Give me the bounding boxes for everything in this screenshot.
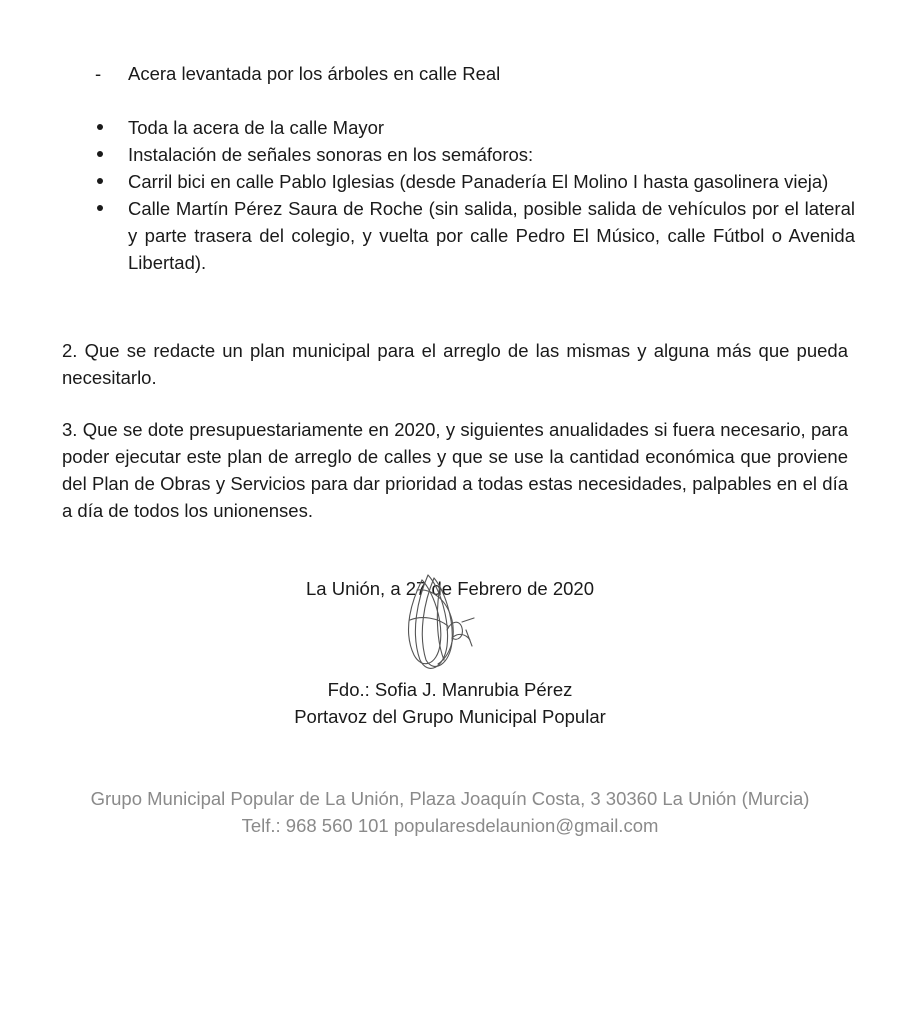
list-item [95,114,855,141]
list-item [95,141,855,168]
bullet-list [95,114,855,276]
list-item-text: Instalación de señales sonoras en los semáforos: [128,144,534,165]
list-item [95,195,855,276]
footer-contact: Telf.: 968 560 101 popularesdelaunion@gmail.com [241,815,659,836]
list-item [95,168,855,195]
date-line: La Unión, a 27 de Febrero de 2020 [306,578,594,599]
signed-by: Fdo.: Sofia J. Manrubia Pérez [327,679,573,700]
bullet-icon [97,205,103,211]
list-item-text: Carril bici en calle Pablo Iglesias (desde Panadería El Molino I hasta gasolinera vieja) [128,171,829,192]
paragraph-2: 2. Que se redacte un plan municipal para el arreglo de las mismas y alguna más que pueda necesitarlo. [62,340,848,388]
signer-role: Portavoz del Grupo Municipal Popular [294,706,606,727]
bullet-icon [97,124,103,130]
dash-marker: - [95,63,102,84]
list-item-text: Toda la acera de la calle Mayor [128,117,385,138]
paragraph-3: 3. Que se dote presupuestariamente en 2020, y siguientes anualidades si fuera necesario, para poder ejecutar este plan de arreglo de calles y que se use la cantidad económica que proviene del Plan de Obras y Servicios para dar prioridad a todas estas necesidades, palpables en el día a día de todos los unionenses. [62,419,848,521]
dash-item-text: Acera levantada por los árboles en calle Real [128,63,501,84]
list-item-text: Calle Martín Pérez Saura de Roche (sin salida, posible salida de vehículos por el lateral y parte trasera del colegio, y vuelta por calle Pedro El Músico, calle Fútbol o Avenida Libertad). [128,198,855,273]
footer-address: Grupo Municipal Popular de La Unión, Plaza Joaquín Costa, 3 30360 La Unión (Murcia) [90,788,810,809]
bullet-icon [97,178,103,184]
signature-icon [392,560,492,680]
bullet-icon [97,151,103,157]
